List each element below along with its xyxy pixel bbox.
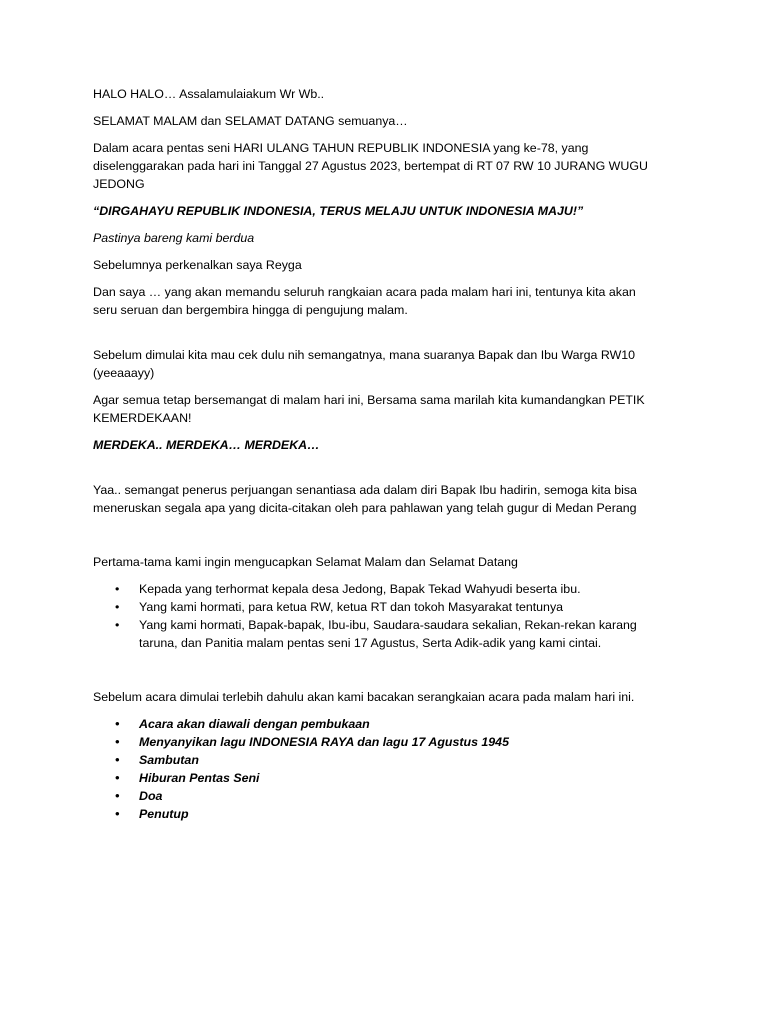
- agenda-item-text: Acara akan diawali dengan pembukaan: [139, 717, 370, 731]
- energy-check-paragraph: [93, 346, 673, 382]
- host-pair-line: Pastinya bareng kami berdua: [93, 231, 255, 245]
- bullet-icon: •: [115, 618, 120, 632]
- bullet-icon: •: [115, 753, 120, 767]
- list-item: [93, 580, 673, 598]
- greeting-line: HALO HALO… Assalamulaiakum Wr Wb..: [93, 87, 325, 101]
- agenda-list: [93, 715, 673, 823]
- agenda-item: [93, 715, 673, 733]
- host-intro-line: Sebelumnya perkenalkan saya Reyga: [93, 258, 302, 272]
- bullet-icon: •: [115, 789, 120, 803]
- agenda-item: [93, 787, 673, 805]
- agenda-item-text: Doa: [139, 789, 163, 803]
- intro-line: Dalam acara pentas seni HARI ULANG TAHUN REPUBLIK INDONESIA yang ke-78, yang: [93, 141, 589, 155]
- spirit-line: meneruskan segala apa yang dicita-citakan oleh para pahlawan yang telah gugur di Medan Perang: [93, 501, 637, 515]
- list-item-text: taruna, dan Panitia malam pentas seni 17 Agustus, Serta Adik-adik yang kami cintai.: [139, 636, 602, 650]
- intro-paragraph: [93, 139, 673, 193]
- cohost-line: Dan saya … yang akan memandu seluruh rangkaian acara pada malam hari ini, tentunya kita akan: [93, 285, 636, 299]
- bullet-icon: •: [115, 807, 120, 821]
- document-body: [93, 85, 673, 823]
- welcome-line: SELAMAT MALAM dan SELAMAT DATANG semuanya…: [93, 114, 408, 128]
- agenda-item: [93, 751, 673, 769]
- spirit-line: Yaa.. semangat penerus perjuangan senantiasa ada dalam diri Bapak Ibu hadirin, semoga kita bisa: [93, 483, 637, 497]
- agenda-item-text: Menyanyikan lagu INDONESIA RAYA dan lagu 17 Agustus 1945: [139, 735, 509, 749]
- petik-line: KEMERDEKAAN!: [93, 411, 192, 425]
- list-item-text: Yang kami hormati, Bapak-bapak, Ibu-ibu, Saudara-saudara sekalian, Rekan-rekan karang: [139, 618, 637, 632]
- bullet-icon: •: [115, 717, 120, 731]
- agenda-item-text: Hiburan Pentas Seni: [139, 771, 260, 785]
- bullet-icon: •: [115, 582, 120, 596]
- slogan: “DIRGAHAYU REPUBLIK INDONESIA, TERUS MELAJU UNTUK INDONESIA MAJU!”: [93, 204, 584, 218]
- cohost-paragraph: [93, 283, 673, 319]
- list-item: [93, 616, 673, 652]
- list-item-text: Kepada yang terhormat kepala desa Jedong, Bapak Tekad Wahyudi beserta ibu.: [139, 582, 581, 596]
- agenda-item: [93, 805, 673, 823]
- agenda-item: [93, 733, 673, 751]
- welcome-list: [93, 580, 673, 652]
- intro-line: diselenggarakan pada hari ini Tanggal 27 Agustus 2023, bertempat di RT 07 RW 10 JURANG WUGU: [93, 159, 648, 173]
- petik-paragraph: [93, 391, 673, 427]
- agenda-item: [93, 769, 673, 787]
- energy-check-line: (yeeaaayy): [93, 366, 155, 380]
- agenda-intro: Sebelum acara dimulai terlebih dahulu akan kami bacakan serangkaian acara pada malam hari ini.: [93, 690, 635, 704]
- bullet-icon: •: [115, 600, 120, 614]
- petik-line: Agar semua tetap bersemangat di malam hari ini, Bersama sama marilah kita kumandangkan PETIK: [93, 393, 645, 407]
- agenda-item-text: Penutup: [139, 807, 189, 821]
- intro-line: JEDONG: [93, 177, 145, 191]
- bullet-icon: •: [115, 771, 120, 785]
- bullet-icon: •: [115, 735, 120, 749]
- energy-check-line: Sebelum dimulai kita mau cek dulu nih semangatnya, mana suaranya Bapak dan Ibu Warga RW10: [93, 348, 636, 362]
- cohost-line: seru seruan dan bergembira hingga di pengujung malam.: [93, 303, 408, 317]
- list-item: [93, 598, 673, 616]
- list-item-text: Yang kami hormati, para ketua RW, ketua RT dan tokoh Masyarakat tentunya: [139, 600, 564, 614]
- welcome-intro: Pertama-tama kami ingin mengucapkan Selamat Malam dan Selamat Datang: [93, 555, 518, 569]
- agenda-item-text: Sambutan: [139, 753, 199, 767]
- merdeka-chant: MERDEKA.. MERDEKA… MERDEKA…: [93, 438, 320, 452]
- spirit-paragraph: [93, 481, 673, 517]
